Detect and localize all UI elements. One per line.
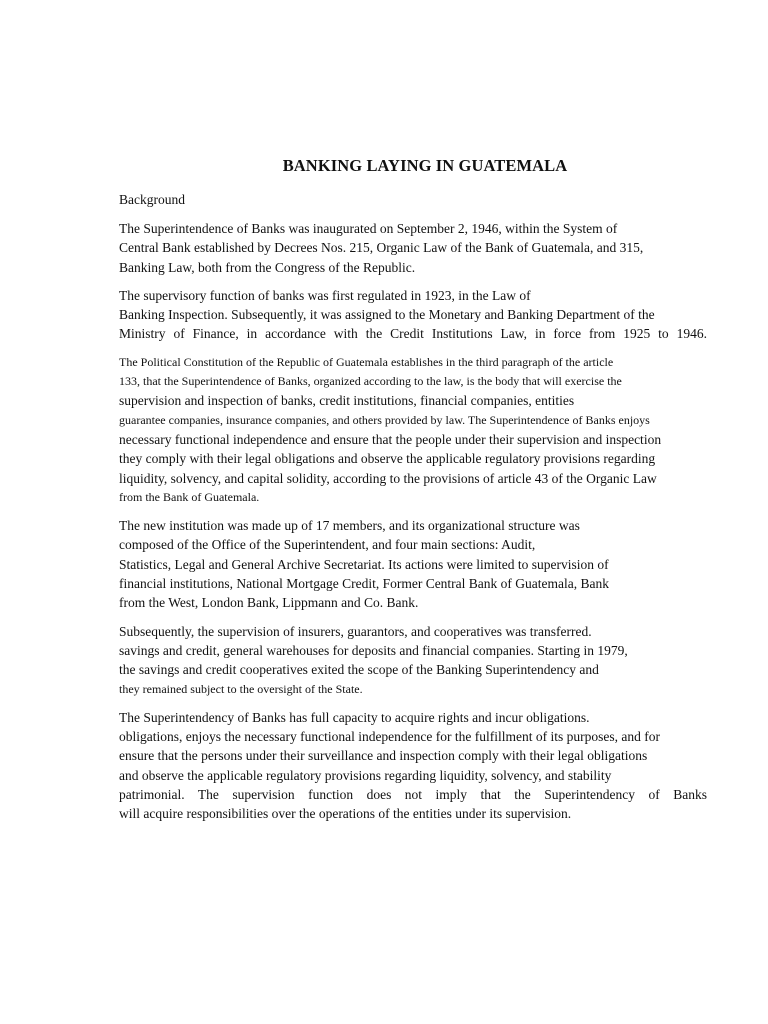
paragraph-line: the savings and credit cooperatives exited the scope of the Banking Superintendency and <box>119 662 599 678</box>
document-body <box>119 219 707 824</box>
document-title: BANKING LAYING IN GUATEMALA <box>282 156 568 175</box>
paragraph-line: Banking Inspection. Subsequently, it was assigned to the Monetary and Banking Department of the <box>119 307 655 323</box>
paragraph-line: Statistics, Legal and General Archive Secretariat. Its actions were limited to supervision of <box>119 556 609 572</box>
paragraph-line: patrimonial. The supervision function does not imply that the Superintendency of Banks <box>119 787 707 803</box>
paragraph-line: composed of the Office of the Superintendent, and four main sections: Audit, <box>119 537 536 553</box>
paragraph-line: necessary functional independence and ensure that the people under their supervision and inspection <box>119 431 662 447</box>
paragraph <box>119 353 707 507</box>
paragraph-line: The supervisory function of banks was first regulated in 1923, in the Law of <box>119 287 531 303</box>
paragraph <box>119 219 707 277</box>
paragraph-line: Subsequently, the supervision of insurers, guarantors, and cooperatives was transferred. <box>119 623 592 639</box>
paragraph-line: Banking Law, both from the Congress of the Republic. <box>119 259 416 275</box>
paragraph-line: savings and credit, general warehouses for deposits and financial companies. Starting in 1979, <box>119 642 628 658</box>
section-heading: Background <box>119 192 185 207</box>
paragraph-line: they remained subject to the oversight of the State. <box>119 681 363 696</box>
paragraph-line: The Political Constitution of the Republic of Guatemala establishes in the third paragraph of the article <box>119 354 614 369</box>
paragraph-line: The new institution was made up of 17 members, and its organizational structure was <box>119 518 580 534</box>
paragraph-line: and observe the applicable regulatory provisions regarding liquidity, solvency, and stability <box>119 767 612 783</box>
paragraph-line: ensure that the persons under their surveillance and inspection comply with their legal obligations <box>119 748 648 764</box>
document-page <box>119 156 707 833</box>
paragraph-line: financial institutions, National Mortgage Credit, Former Central Bank of Guatemala, Bank <box>119 576 610 592</box>
paragraph-line: from the Bank of Guatemala. <box>119 489 260 504</box>
paragraph-line: supervision and inspection of banks, credit institutions, financial companies, entities <box>119 393 575 409</box>
paragraph <box>119 286 707 344</box>
paragraph-line: guarantee companies, insurance companies, and others provided by law. The Superintendence of Banks enjoys <box>119 412 650 427</box>
paragraph <box>119 622 707 699</box>
paragraph-line: liquidity, solvency, and capital solidity, according to the provisions of article 43 of the Organic Law <box>119 470 657 486</box>
paragraph-line: from the West, London Bank, Lippmann and Co. Bank. <box>119 595 419 611</box>
paragraph-line: Ministry of Finance, in accordance with the Credit Institutions Law, in force from 1925 to 1946. <box>119 326 707 342</box>
paragraph-line: they comply with their legal obligations and observe the applicable regulatory provisions regarding <box>119 451 656 467</box>
paragraph-line: obligations, enjoys the necessary functional independence for the fulfillment of its purposes, and for <box>119 729 660 745</box>
paragraph <box>119 516 707 612</box>
paragraph-line: The Superintendency of Banks has full capacity to acquire rights and incur obligations. <box>119 709 590 725</box>
paragraph-line: The Superintendence of Banks was inaugurated on September 2, 1946, within the System of <box>119 221 618 236</box>
paragraph-line: 133, that the Superintendence of Banks, organized according to the law, is the body that will exercise the <box>119 374 622 389</box>
paragraph <box>119 708 707 824</box>
paragraph-line: will acquire responsibilities over the operations of the entities under its supervision. <box>119 806 572 822</box>
paragraph-line: Central Bank established by Decrees Nos. 215, Organic Law of the Bank of Guatemala, and 315, <box>119 240 644 256</box>
